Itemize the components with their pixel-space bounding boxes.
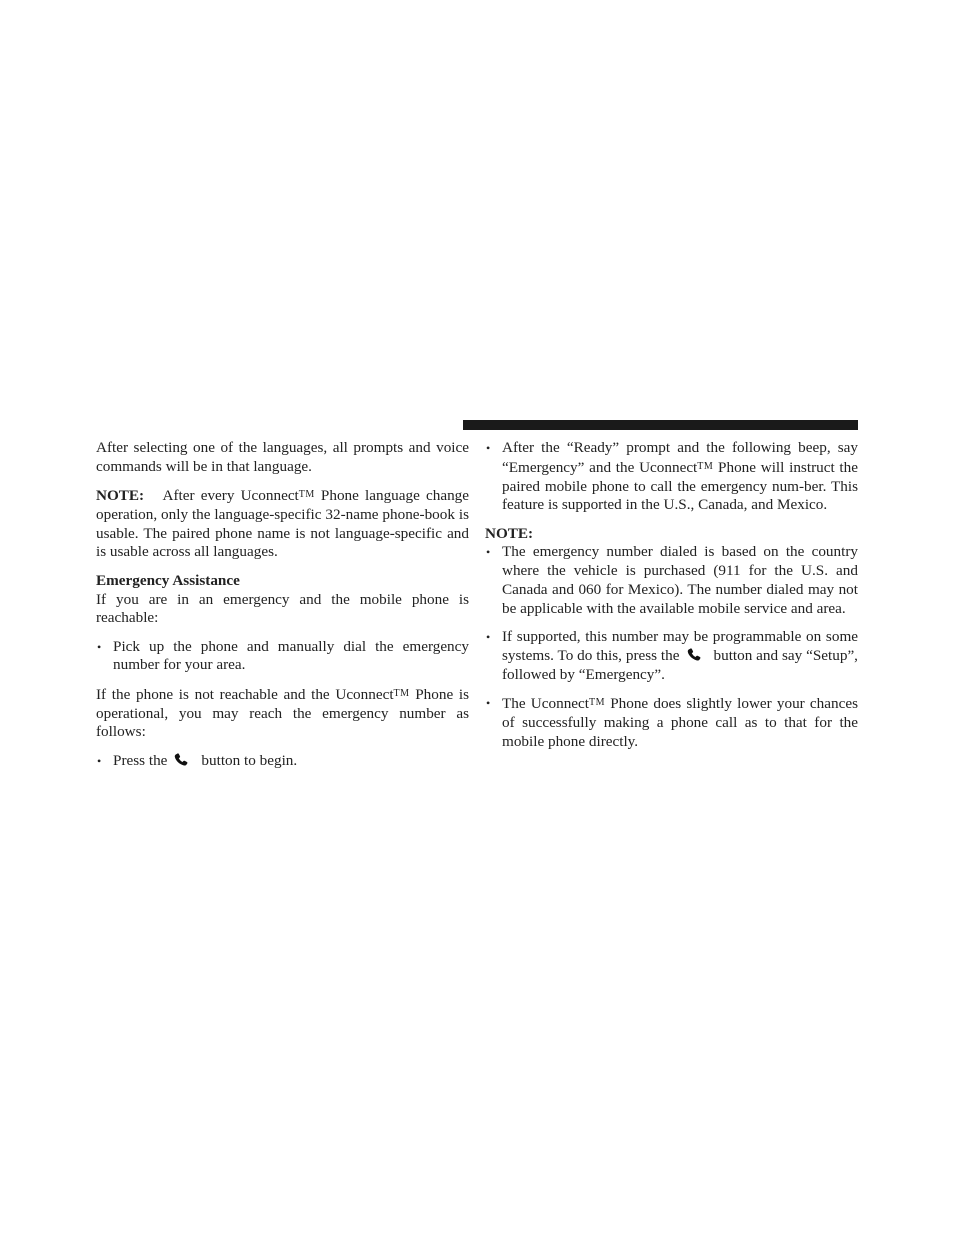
list-item: • Press the button to begin. (96, 752, 469, 771)
phone-handset-icon (686, 648, 708, 662)
list-item: • The emergency number dialed is based on the country where the vehicle is purchased (911 for the U.S. and Canada and 060 for Mexico). The number dialed may not be applicable with the available mobile service and area. (485, 543, 858, 618)
section-header-bar (463, 420, 858, 430)
language-note: NOTE: After every UconnectTM Phone language change operation, only the language-specific 32-name phone-book is usable. The paired phone name is not language-specific and is usable across all languages. (96, 487, 469, 561)
note-label: NOTE: (96, 487, 145, 505)
note-heading: NOTE: (485, 524, 534, 542)
note-list (485, 543, 858, 751)
language-paragraph: After selecting one of the languages, all prompts and voice commands will be in that language. (96, 439, 469, 475)
emergency-assistance-heading: Emergency Assistance (96, 571, 240, 589)
list-item: • The UconnectTM Phone does slightly lower your chances of successfully making a phone call as to that for the mobile phone directly. (485, 694, 858, 751)
emergency-intro: If you are in an emergency and the mobile phone is reachable: (96, 590, 469, 627)
left-column (96, 439, 469, 780)
list-item: • If supported, this number may be programmable on some systems. To do this, press the button and say “Setup”, followed by “Emergency”. (485, 628, 858, 684)
list-item: • Pick up the phone and manually dial the emergency number for your area. (96, 638, 469, 676)
emergency-list-3 (485, 439, 858, 515)
list-item: • After the “Ready” prompt and the following beep, say “Emergency” and the UconnectTM Phone will instruct the paired mobile phone to call the emergency num-ber. This feature is supported in the U.S., Canada, and Mexico. (485, 439, 858, 515)
emergency-list-2 (96, 752, 469, 771)
phone-handset-icon (173, 753, 195, 767)
emergency-list-1 (96, 638, 469, 676)
not-reachable-paragraph: If the phone is not reachable and the UconnectTM Phone is operational, you may reach the emergency number as follows: (96, 685, 469, 741)
trademark: TM (298, 489, 315, 501)
right-column (485, 439, 858, 761)
